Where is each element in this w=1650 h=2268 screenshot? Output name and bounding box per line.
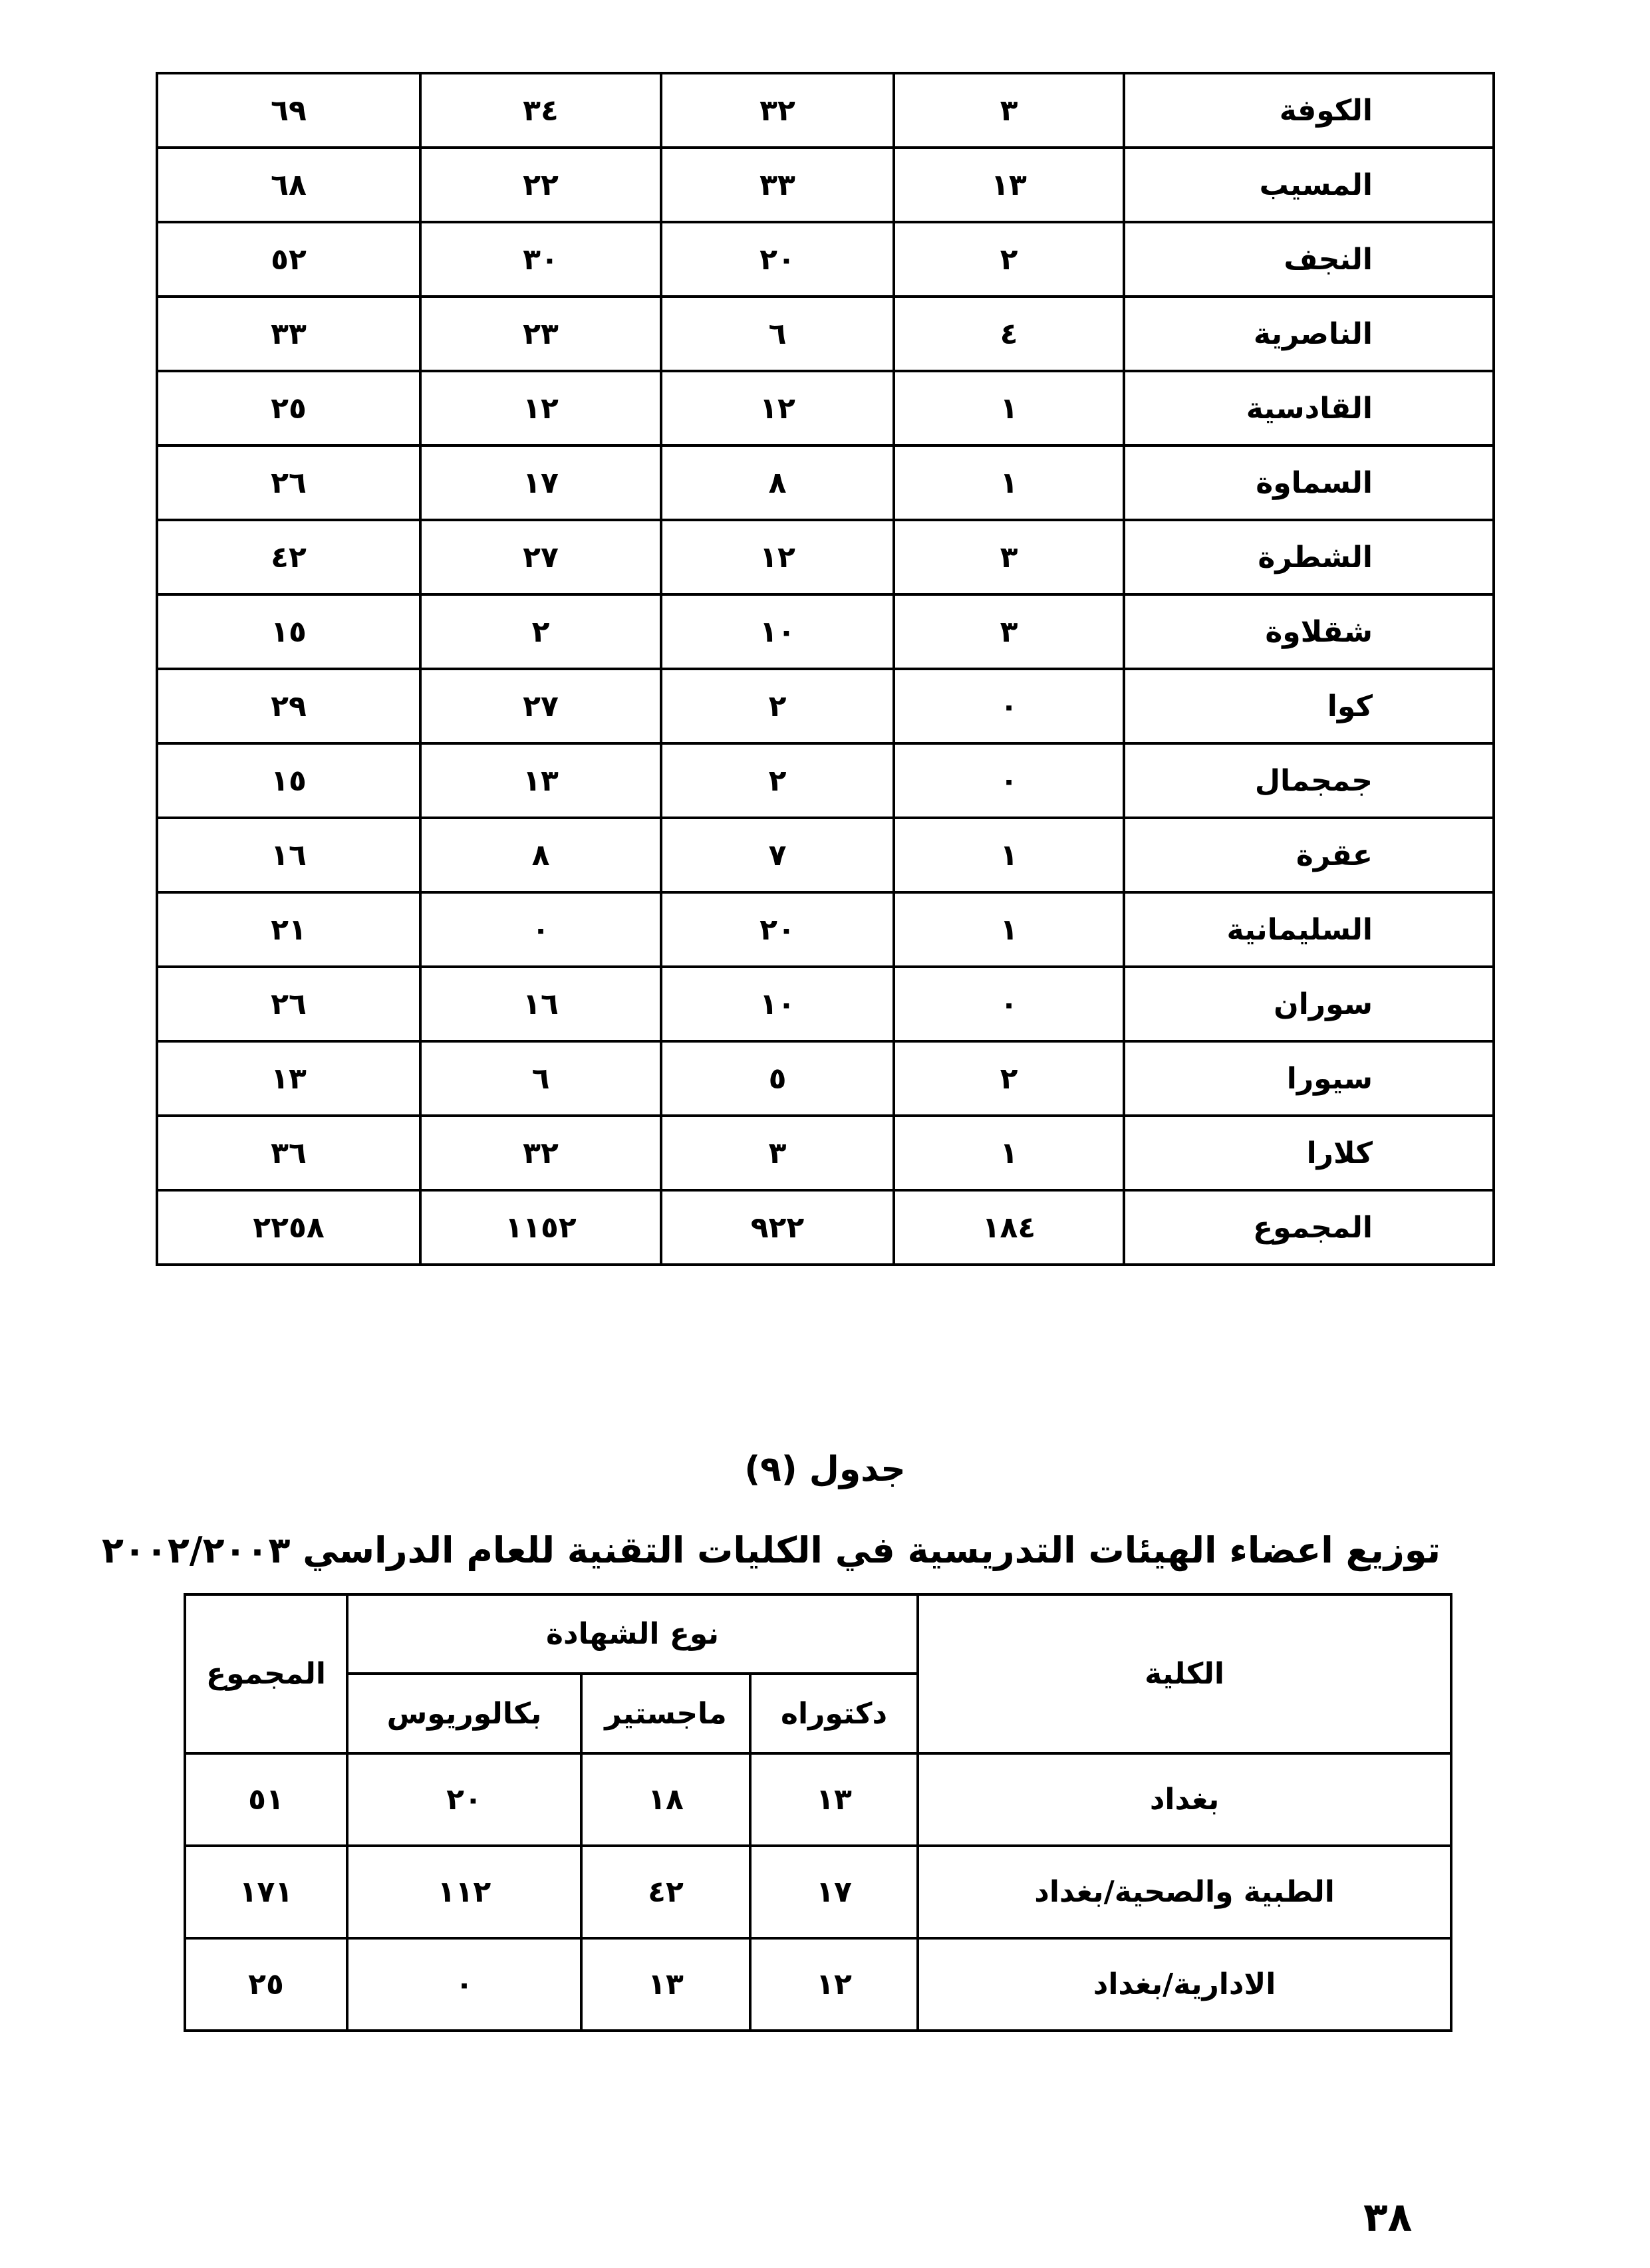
total-count: ١٥: [157, 594, 420, 669]
table-top: [156, 72, 1495, 1266]
college-name: سيورا: [1124, 1041, 1494, 1116]
bachelor-count: ٢٧: [420, 520, 661, 594]
table-row: [157, 743, 1494, 818]
table-row: [157, 297, 1494, 371]
bachelor-count: ١١٥٢: [420, 1190, 661, 1265]
table-row: [185, 1846, 1451, 1938]
phd-count: ١: [894, 445, 1124, 520]
master-count: ٧: [661, 818, 894, 892]
table-row: [157, 222, 1494, 297]
phd-count: ١: [894, 818, 1124, 892]
table-row: [157, 1041, 1494, 1116]
master-header: ماجستير: [581, 1674, 750, 1753]
phd-count: ٣: [894, 520, 1124, 594]
total-count: ٢٥: [157, 371, 420, 445]
college-name: الشطرة: [1124, 520, 1494, 594]
degree-type-header: نوع الشهادة: [347, 1594, 918, 1674]
phd-count: ٤: [894, 297, 1124, 371]
master-count: ١٣: [581, 1938, 750, 2031]
college-name: جمجمال: [1124, 743, 1494, 818]
phd-count: ١: [894, 892, 1124, 967]
total-count: ٦٩: [157, 73, 420, 148]
master-count: ٣: [661, 1116, 894, 1190]
table-row: [185, 1938, 1451, 2031]
college-name: شقلاوة: [1124, 594, 1494, 669]
bachelor-count: ٢٧: [420, 669, 661, 743]
table-label: جدول (٩): [744, 1449, 906, 1489]
phd-count: ٠: [894, 967, 1124, 1041]
bachelor-count: ٢: [420, 594, 661, 669]
table-row: [185, 1753, 1451, 1846]
bachelor-count: ١٢: [420, 371, 661, 445]
total-row-label: المجموع: [1124, 1190, 1494, 1265]
table-row: [157, 669, 1494, 743]
bachelor-count: ٦: [420, 1041, 661, 1116]
master-count: ١٢: [661, 520, 894, 594]
total-count: ٢٩: [157, 669, 420, 743]
master-count: ٢: [661, 743, 894, 818]
bachelor-count: ٢٢: [420, 148, 661, 222]
master-count: ٨: [661, 445, 894, 520]
college-name: الطبية والصحية/بغداد: [918, 1846, 1451, 1938]
bachelor-count: ١٧: [420, 445, 661, 520]
table-row-total: [157, 1190, 1494, 1265]
master-count: ١٢: [661, 371, 894, 445]
table-row: [157, 967, 1494, 1041]
total-count: ٢٢٥٨: [157, 1190, 420, 1265]
phd-count: ١٧: [750, 1846, 918, 1938]
phd-header: دكتوراه: [750, 1674, 918, 1753]
master-count: ١٠: [661, 967, 894, 1041]
phd-count: ١٣: [750, 1753, 918, 1846]
table-row: [157, 594, 1494, 669]
total-count: ٢٥: [185, 1938, 347, 2031]
total-count: ٢٦: [157, 967, 420, 1041]
table-row: [157, 818, 1494, 892]
total-count: ٥٢: [157, 222, 420, 297]
college-name: كلارا: [1124, 1116, 1494, 1190]
phd-count: ١٢: [750, 1938, 918, 2031]
master-count: ١٨: [581, 1753, 750, 1846]
bachelor-count: ٣٢: [420, 1116, 661, 1190]
total-count: ٢٦: [157, 445, 420, 520]
bachelor-count: ٣٤: [420, 73, 661, 148]
college-header: الكلية: [918, 1594, 1451, 1753]
master-count: ٤٢: [581, 1846, 750, 1938]
total-count: ٢١: [157, 892, 420, 967]
header-row: [185, 1594, 1451, 1674]
phd-count: ٠: [894, 669, 1124, 743]
bachelor-count: ٣٠: [420, 222, 661, 297]
college-name: كوا: [1124, 669, 1494, 743]
bachelor-count: ١٦: [420, 967, 661, 1041]
college-name: المسيب: [1124, 148, 1494, 222]
college-name: القادسية: [1124, 371, 1494, 445]
college-name: السماوة: [1124, 445, 1494, 520]
phd-count: ٢: [894, 1041, 1124, 1116]
bachelor-count: ٠: [347, 1938, 581, 2031]
bachelor-header: بكالوريوس: [347, 1674, 581, 1753]
table-row: [157, 892, 1494, 967]
bachelor-count: ٢٣: [420, 297, 661, 371]
master-count: ٢٠: [661, 892, 894, 967]
total-count: ١٥: [157, 743, 420, 818]
total-count: ١٣: [157, 1041, 420, 1116]
total-count: ٣٣: [157, 297, 420, 371]
phd-count: ٣: [894, 594, 1124, 669]
table-bottom: [184, 1593, 1452, 2032]
total-count: ٣٦: [157, 1116, 420, 1190]
bachelor-count: ٠: [420, 892, 661, 967]
phd-count: ٣: [894, 73, 1124, 148]
bachelor-count: ٢٠: [347, 1753, 581, 1846]
college-name: السليمانية: [1124, 892, 1494, 967]
phd-count: ١٨٤: [894, 1190, 1124, 1265]
bachelor-count: ١٣: [420, 743, 661, 818]
table-row: [157, 520, 1494, 594]
table-row: [157, 1116, 1494, 1190]
table-row: [157, 445, 1494, 520]
total-count: ٦٨: [157, 148, 420, 222]
phd-count: ٢: [894, 222, 1124, 297]
college-name: سوران: [1124, 967, 1494, 1041]
college-name: بغداد: [918, 1753, 1451, 1846]
phd-count: ١: [894, 1116, 1124, 1190]
table-row: [157, 371, 1494, 445]
total-count: ١٧١: [185, 1846, 347, 1938]
college-name: النجف: [1124, 222, 1494, 297]
college-name: عقرة: [1124, 818, 1494, 892]
table-title: توزيع اعضاء الهيئات التدريسية في الكليات التقنية للعام الدراسي ٢٠٠٢/٢٠٠٣: [102, 1529, 1441, 1571]
total-count: ٤٢: [157, 520, 420, 594]
college-name: الادارية/بغداد: [918, 1938, 1451, 2031]
master-count: ٥: [661, 1041, 894, 1116]
bachelor-count: ١١٢: [347, 1846, 581, 1938]
phd-count: ١: [894, 371, 1124, 445]
master-count: ٦: [661, 297, 894, 371]
master-count: ٣٢: [661, 73, 894, 148]
total-count: ٥١: [185, 1753, 347, 1846]
table-row: [157, 73, 1494, 148]
master-count: ٩٢٢: [661, 1190, 894, 1265]
master-count: ٢٠: [661, 222, 894, 297]
master-count: ١٠: [661, 594, 894, 669]
page-number: ٣٨: [1363, 2194, 1413, 2241]
total-header: المجموع: [185, 1594, 347, 1753]
college-name: الناصرية: [1124, 297, 1494, 371]
bachelor-count: ٨: [420, 818, 661, 892]
table-row: [157, 148, 1494, 222]
total-count: ١٦: [157, 818, 420, 892]
phd-count: ٠: [894, 743, 1124, 818]
college-name: الكوفة: [1124, 73, 1494, 148]
phd-count: ١٣: [894, 148, 1124, 222]
master-count: ٣٣: [661, 148, 894, 222]
master-count: ٢: [661, 669, 894, 743]
